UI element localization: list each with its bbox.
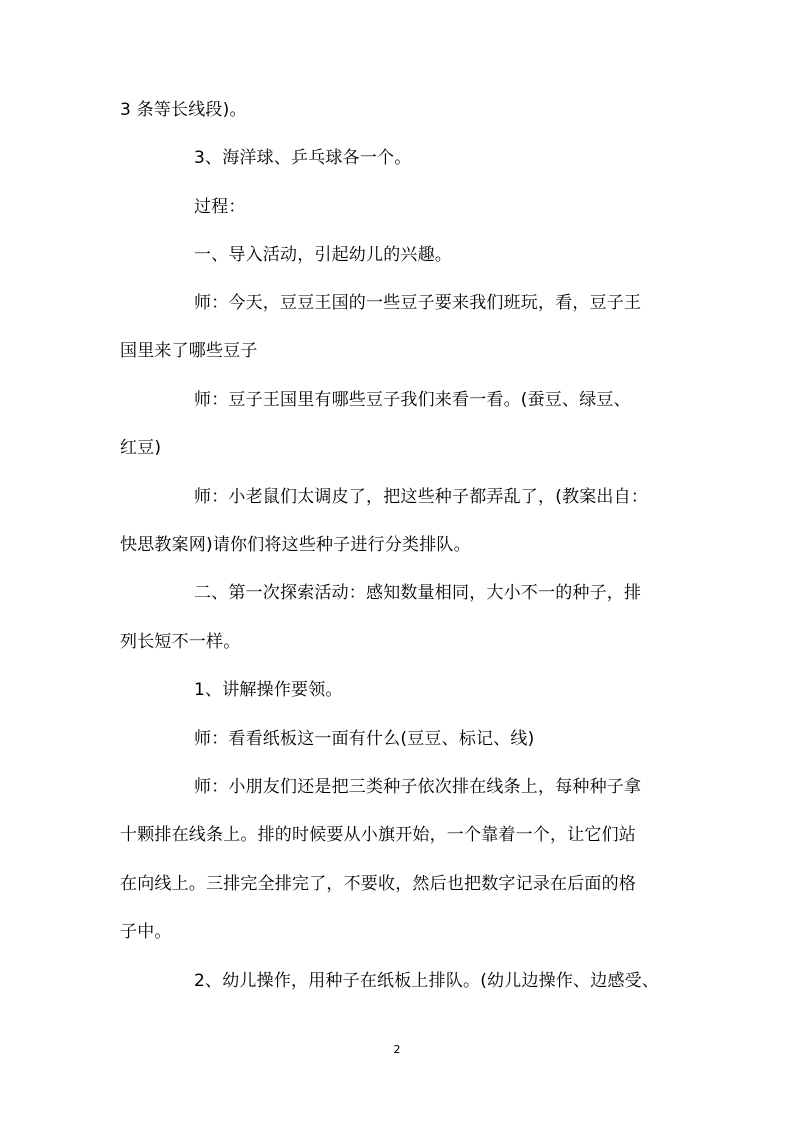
- text-line-19: 2、幼儿操作，用种子在纸板上排队。(幼儿边操作、边感受、: [194, 971, 660, 991]
- text-line-15: 师：小朋友们还是把三类种子依次排在线条上，每种种子拿: [194, 777, 642, 797]
- text-line-2: 3、海洋球、乒乓球各一个。: [194, 148, 412, 168]
- text-line-11: 二、第一次探索活动：感知数量相同，大小不一的种子，排: [194, 583, 642, 603]
- text-line-18: 子中。: [120, 922, 172, 942]
- text-line-12: 列长短不一样。: [120, 632, 241, 652]
- text-line-16: 十颗排在线条上。排的时候要从小旗开始，一个靠着一个，让它们站: [120, 825, 636, 845]
- page-number: 2: [393, 1043, 401, 1056]
- text-line-14: 师：看看纸板这一面有什么(豆豆、标记、线): [194, 729, 535, 749]
- text-line-4: 一、导入活动，引起幼儿的兴趣。: [194, 245, 452, 265]
- text-line-1: 3 条等长线段)。: [120, 100, 247, 120]
- text-line-10: 快思教案网)请你们将这些种子进行分类排队。: [120, 535, 471, 555]
- text-line-9: 师：小老鼠们太调皮了，把这些种子都弄乱了，(教案出自：: [194, 487, 649, 507]
- text-line-8: 红豆): [120, 438, 162, 458]
- text-line-3: 过程：: [194, 197, 246, 217]
- text-line-13: 1、讲解操作要领。: [194, 680, 343, 700]
- text-line-6: 国里来了哪些豆子: [120, 341, 258, 361]
- text-line-7: 师：豆子王国里有哪些豆子我们来看一看。(蚕豆、绿豆、: [194, 390, 631, 410]
- text-line-17: 在向线上。三排完全排完了，不要收，然后也把数字记录在后面的格: [120, 874, 636, 894]
- text-line-5: 师：今天，豆豆王国的一些豆子要来我们班玩，看，豆子王: [194, 293, 642, 313]
